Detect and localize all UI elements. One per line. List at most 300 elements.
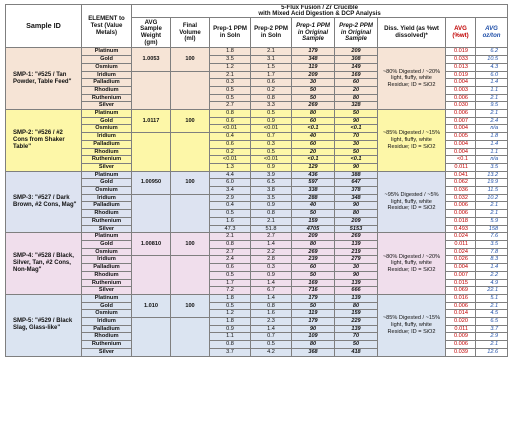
prep2-soln-cell: 1.4 bbox=[251, 279, 292, 287]
avg-oz-cell: 22.1 bbox=[476, 287, 508, 295]
header-prep2-soln: Prep-2 PPM in Soln bbox=[251, 18, 292, 48]
empty-cell bbox=[132, 133, 171, 172]
prep1-orig-cell: 60 bbox=[292, 117, 335, 125]
prep1-soln-cell: 0.8 bbox=[210, 240, 251, 248]
diss-yield-cell: ~80% Digested / ~20% light, fluffy, white Residue; ID = SiO2 bbox=[378, 233, 446, 295]
avg-oz-cell: 2.1 bbox=[476, 202, 508, 210]
empty-cell bbox=[132, 194, 171, 233]
avg-oz-cell: 6.5 bbox=[476, 318, 508, 326]
header-method-title bbox=[132, 5, 508, 18]
element-cell: Rhodium bbox=[82, 148, 132, 156]
element-cell: Platinum bbox=[82, 171, 132, 179]
prep2-soln-cell: 0.7 bbox=[251, 133, 292, 141]
prep2-soln-cell: 3.3 bbox=[251, 102, 292, 110]
prep2-orig-cell: 388 bbox=[335, 171, 378, 179]
prep1-soln-cell: 1.8 bbox=[210, 318, 251, 326]
empty-cell bbox=[171, 133, 210, 172]
prep1-orig-cell: 288 bbox=[292, 194, 335, 202]
prep2-soln-cell: 0.3 bbox=[251, 264, 292, 272]
element-cell: Iridium bbox=[82, 194, 132, 202]
table-row bbox=[6, 171, 508, 179]
prep2-orig-cell: 50 bbox=[335, 110, 378, 118]
avg-oz-cell: 10.2 bbox=[476, 194, 508, 202]
prep2-soln-cell: 3.1 bbox=[251, 56, 292, 64]
avg-oz-cell: 2.1 bbox=[476, 302, 508, 310]
avg-pct-cell: 0.011 bbox=[446, 240, 476, 248]
prep2-soln-cell: 2.1 bbox=[251, 217, 292, 225]
header-avg-pct: AVG (%wt) bbox=[446, 18, 476, 48]
prep1-orig-cell: 40 bbox=[292, 202, 335, 210]
prep2-soln-cell: 2.3 bbox=[251, 318, 292, 326]
prep1-soln-cell: 2.1 bbox=[210, 71, 251, 79]
prep1-orig-cell: 30 bbox=[292, 79, 335, 87]
avg-oz-cell: 4.3 bbox=[476, 63, 508, 71]
avg-oz-cell: 1.4 bbox=[476, 140, 508, 148]
prep2-soln-cell: 2.7 bbox=[251, 233, 292, 241]
avg-pct-cell: 0.004 bbox=[446, 148, 476, 156]
header-avg-weight: AVG Sample Weight (gm) bbox=[132, 18, 171, 48]
table-body bbox=[6, 48, 508, 356]
element-cell: Platinum bbox=[82, 48, 132, 56]
prep2-orig-cell: 80 bbox=[335, 210, 378, 218]
header-prep1-soln: Prep-1 PPM in Soln bbox=[210, 18, 251, 48]
prep1-soln-cell: 1.8 bbox=[210, 48, 251, 56]
prep1-orig-cell: 40 bbox=[292, 133, 335, 141]
prep2-orig-cell: 348 bbox=[335, 194, 378, 202]
prep1-orig-cell: 239 bbox=[292, 256, 335, 264]
avg-oz-cell: 10.5 bbox=[476, 56, 508, 64]
prep2-orig-cell: 90 bbox=[335, 202, 378, 210]
element-cell: Osmium bbox=[82, 125, 132, 133]
avg-pct-cell: 0.006 bbox=[446, 341, 476, 349]
element-cell: Ruthenium bbox=[82, 341, 132, 349]
prep1-soln-cell: 0.5 bbox=[210, 94, 251, 102]
element-cell: Rhodium bbox=[82, 86, 132, 94]
prep1-soln-cell: 0.5 bbox=[210, 210, 251, 218]
sample-weight-cell: 1.0053 bbox=[132, 48, 171, 71]
prep2-orig-cell: 90 bbox=[335, 163, 378, 171]
method-title-line2: with Mixed Acid Digestion & DCP Analysis bbox=[258, 10, 381, 18]
prep2-orig-cell: 209 bbox=[335, 217, 378, 225]
header-avg-oz: AVG oz/ton bbox=[476, 18, 508, 48]
element-cell: Palladium bbox=[82, 325, 132, 333]
avg-pct-cell: 0.013 bbox=[446, 63, 476, 71]
table-row bbox=[6, 110, 508, 118]
prep1-orig-cell: 50 bbox=[292, 94, 335, 102]
prep2-orig-cell: 90 bbox=[335, 271, 378, 279]
avg-pct-cell: 0.039 bbox=[446, 348, 476, 356]
prep1-soln-cell: 1.2 bbox=[210, 310, 251, 318]
prep1-soln-cell: 1.8 bbox=[210, 294, 251, 302]
prep2-soln-cell: 0.6 bbox=[251, 79, 292, 87]
prep2-orig-cell: 50 bbox=[335, 341, 378, 349]
element-cell: Rhodium bbox=[82, 210, 132, 218]
prep1-orig-cell: 209 bbox=[292, 233, 335, 241]
element-cell: Palladium bbox=[82, 264, 132, 272]
avg-pct-cell: 0.062 bbox=[446, 179, 476, 187]
element-cell: Palladium bbox=[82, 140, 132, 148]
prep1-orig-cell: 60 bbox=[292, 264, 335, 272]
prep1-orig-cell: 179 bbox=[292, 48, 335, 56]
sample-id-cell: SMP-5: "#529 / Black Slag, Glass-like" bbox=[6, 294, 82, 356]
avg-pct-cell: 0.006 bbox=[446, 94, 476, 102]
prep1-soln-cell: 0.4 bbox=[210, 133, 251, 141]
prep2-soln-cell: 1.4 bbox=[251, 325, 292, 333]
avg-pct-cell: 0.004 bbox=[446, 264, 476, 272]
avg-oz-cell: 3.7 bbox=[476, 325, 508, 333]
avg-pct-cell: 0.026 bbox=[446, 256, 476, 264]
sample-id-cell: SMP-3: "#527 / Dark Brown, #2 Cons, Mag" bbox=[6, 171, 82, 233]
avg-oz-cell: 6.2 bbox=[476, 48, 508, 56]
avg-pct-cell: <0.1 bbox=[446, 156, 476, 164]
prep2-orig-cell: 70 bbox=[335, 333, 378, 341]
avg-oz-cell: 1.4 bbox=[476, 264, 508, 272]
prep2-soln-cell: 0.8 bbox=[251, 94, 292, 102]
prep1-orig-cell: 80 bbox=[292, 110, 335, 118]
final-volume-cell: 100 bbox=[171, 294, 210, 317]
avg-oz-cell: 2.1 bbox=[476, 94, 508, 102]
avg-oz-cell: 7.6 bbox=[476, 233, 508, 241]
prep1-orig-cell: 119 bbox=[292, 63, 335, 71]
prep1-orig-cell: 4705 bbox=[292, 225, 335, 233]
prep1-soln-cell: 0.6 bbox=[210, 140, 251, 148]
prep2-orig-cell: 149 bbox=[335, 63, 378, 71]
avg-pct-cell: 0.006 bbox=[446, 210, 476, 218]
avg-pct-cell: 0.024 bbox=[446, 248, 476, 256]
prep2-orig-cell: 30 bbox=[335, 140, 378, 148]
diss-yield-cell: ~80% Digested / ~20% light, fluffy, white Residue; ID = SiO2 bbox=[378, 48, 446, 110]
prep1-orig-cell: 179 bbox=[292, 318, 335, 326]
avg-pct-cell: 0.033 bbox=[446, 56, 476, 64]
prep2-orig-cell: 60 bbox=[335, 79, 378, 87]
prep1-orig-cell: 109 bbox=[292, 333, 335, 341]
prep2-soln-cell: 51.8 bbox=[251, 225, 292, 233]
prep1-soln-cell: 0.8 bbox=[210, 110, 251, 118]
element-cell: Ruthenium bbox=[82, 94, 132, 102]
prep1-orig-cell: 50 bbox=[292, 210, 335, 218]
sample-weight-cell: 1.00950 bbox=[132, 171, 171, 194]
prep2-orig-cell: 159 bbox=[335, 310, 378, 318]
diss-yield-cell: ~95% Digested / ~5% light, fluffy, white Residue; ID = SiO2 bbox=[378, 171, 446, 233]
prep1-orig-cell: 209 bbox=[292, 71, 335, 79]
avg-pct-cell: 0.004 bbox=[446, 79, 476, 87]
prep2-soln-cell: 0.9 bbox=[251, 163, 292, 171]
avg-oz-cell: 13.2 bbox=[476, 171, 508, 179]
avg-pct-cell: 0.005 bbox=[446, 133, 476, 141]
method-title-line1: 5-Flux Fusion / Zr Crucible bbox=[281, 4, 358, 11]
prep2-orig-cell: 80 bbox=[335, 302, 378, 310]
prep1-soln-cell: 0.5 bbox=[210, 271, 251, 279]
prep2-orig-cell: 139 bbox=[335, 240, 378, 248]
avg-pct-cell: 0.006 bbox=[446, 202, 476, 210]
prep2-orig-cell: 139 bbox=[335, 325, 378, 333]
prep1-orig-cell: 60 bbox=[292, 140, 335, 148]
prep1-soln-cell: 3.7 bbox=[210, 348, 251, 356]
element-cell: Silver bbox=[82, 348, 132, 356]
prep1-soln-cell: 0.3 bbox=[210, 79, 251, 87]
empty-cell bbox=[171, 194, 210, 233]
avg-pct-cell: 0.020 bbox=[446, 318, 476, 326]
final-volume-cell: 100 bbox=[171, 233, 210, 256]
avg-oz-cell: 2.2 bbox=[476, 271, 508, 279]
avg-oz-cell: 5.1 bbox=[476, 294, 508, 302]
prep2-orig-cell: 50 bbox=[335, 148, 378, 156]
avg-pct-cell: 0.493 bbox=[446, 225, 476, 233]
prep2-orig-cell: 139 bbox=[335, 294, 378, 302]
prep1-soln-cell: 2.4 bbox=[210, 256, 251, 264]
empty-cell bbox=[132, 318, 171, 357]
prep1-soln-cell: 0.6 bbox=[210, 264, 251, 272]
sample-weight-cell: 1.00810 bbox=[132, 233, 171, 256]
prep2-orig-cell: <0.1 bbox=[335, 125, 378, 133]
prep1-orig-cell: 348 bbox=[292, 56, 335, 64]
avg-oz-cell: 1.1 bbox=[476, 86, 508, 94]
sample-weight-cell: 1.0117 bbox=[132, 110, 171, 133]
prep2-orig-cell: 647 bbox=[335, 179, 378, 187]
prep1-soln-cell: 2.9 bbox=[210, 194, 251, 202]
final-volume-cell: 100 bbox=[171, 110, 210, 133]
element-cell: Silver bbox=[82, 102, 132, 110]
prep1-orig-cell: <0.1 bbox=[292, 156, 335, 164]
header-prep2-orig: Prep-2 PPM in Original Sample bbox=[335, 18, 378, 48]
diss-yield-cell: ~85% Digested / ~15% light, fluffy, white Residue; ID = SiO2 bbox=[378, 294, 446, 356]
prep2-soln-cell: 0.9 bbox=[251, 202, 292, 210]
avg-oz-cell: 1.1 bbox=[476, 148, 508, 156]
prep1-soln-cell: 0.2 bbox=[210, 148, 251, 156]
avg-pct-cell: 0.019 bbox=[446, 71, 476, 79]
prep1-orig-cell: <0.1 bbox=[292, 125, 335, 133]
prep2-orig-cell: 5153 bbox=[335, 225, 378, 233]
prep2-orig-cell: 378 bbox=[335, 187, 378, 195]
avg-pct-cell: 0.006 bbox=[446, 110, 476, 118]
header-sample-id: Sample ID bbox=[6, 5, 82, 48]
prep1-orig-cell: 269 bbox=[292, 102, 335, 110]
element-cell: Gold bbox=[82, 56, 132, 64]
avg-pct-cell: 0.032 bbox=[446, 194, 476, 202]
element-cell: Iridium bbox=[82, 318, 132, 326]
element-cell: Silver bbox=[82, 287, 132, 295]
sample-weight-cell: 1.010 bbox=[132, 294, 171, 317]
element-cell: Osmium bbox=[82, 248, 132, 256]
prep1-orig-cell: 80 bbox=[292, 341, 335, 349]
header-final-volume: Final Volume (ml) bbox=[171, 18, 210, 48]
avg-pct-cell: 0.009 bbox=[446, 333, 476, 341]
avg-pct-cell: 0.015 bbox=[446, 279, 476, 287]
avg-oz-cell: 1.8 bbox=[476, 133, 508, 141]
prep1-soln-cell: <0.01 bbox=[210, 156, 251, 164]
avg-oz-cell: 3.5 bbox=[476, 163, 508, 171]
avg-oz-cell: 19.9 bbox=[476, 179, 508, 187]
avg-pct-cell: 0.011 bbox=[446, 325, 476, 333]
prep1-orig-cell: 269 bbox=[292, 248, 335, 256]
element-cell: Gold bbox=[82, 117, 132, 125]
element-cell: Rhodium bbox=[82, 333, 132, 341]
avg-oz-cell: 1.4 bbox=[476, 79, 508, 87]
prep2-orig-cell: 229 bbox=[335, 318, 378, 326]
prep2-soln-cell: 2.2 bbox=[251, 248, 292, 256]
prep1-orig-cell: 436 bbox=[292, 171, 335, 179]
prep2-soln-cell: 1.7 bbox=[251, 71, 292, 79]
prep1-soln-cell: 2.7 bbox=[210, 102, 251, 110]
prep2-soln-cell: 1.4 bbox=[251, 240, 292, 248]
avg-oz-cell: 4.5 bbox=[476, 310, 508, 318]
avg-oz-cell: 4.9 bbox=[476, 279, 508, 287]
empty-cell bbox=[171, 318, 210, 357]
avg-oz-cell: 2.1 bbox=[476, 210, 508, 218]
avg-pct-cell: 0.036 bbox=[446, 187, 476, 195]
element-cell: Platinum bbox=[82, 233, 132, 241]
prep1-soln-cell: 0.9 bbox=[210, 325, 251, 333]
prep1-orig-cell: 119 bbox=[292, 310, 335, 318]
prep2-orig-cell: 169 bbox=[335, 71, 378, 79]
avg-oz-cell: 7.8 bbox=[476, 248, 508, 256]
prep1-soln-cell: <0.01 bbox=[210, 125, 251, 133]
prep2-soln-cell: 6.7 bbox=[251, 287, 292, 295]
avg-pct-cell: 0.030 bbox=[446, 102, 476, 110]
sample-id-cell: SMP-2: "#526 / #2 Cons from Shaker Table" bbox=[6, 110, 82, 172]
prep2-orig-cell: 219 bbox=[335, 248, 378, 256]
prep2-orig-cell: 328 bbox=[335, 102, 378, 110]
element-cell: Gold bbox=[82, 240, 132, 248]
prep1-soln-cell: 0.4 bbox=[210, 202, 251, 210]
prep2-orig-cell: 418 bbox=[335, 348, 378, 356]
element-cell: Ruthenium bbox=[82, 217, 132, 225]
table-header bbox=[6, 5, 508, 48]
prep2-orig-cell: 30 bbox=[335, 264, 378, 272]
prep2-orig-cell: 279 bbox=[335, 256, 378, 264]
empty-cell bbox=[132, 71, 171, 110]
prep1-soln-cell: 3.4 bbox=[210, 187, 251, 195]
element-cell: Gold bbox=[82, 179, 132, 187]
element-cell: Ruthenium bbox=[82, 156, 132, 164]
prep2-soln-cell: 4.2 bbox=[251, 348, 292, 356]
prep1-orig-cell: 159 bbox=[292, 217, 335, 225]
element-cell: Rhodium bbox=[82, 271, 132, 279]
avg-pct-cell: 0.004 bbox=[446, 125, 476, 133]
element-cell: Osmium bbox=[82, 187, 132, 195]
prep1-orig-cell: 716 bbox=[292, 287, 335, 295]
avg-oz-cell: 12.6 bbox=[476, 348, 508, 356]
sample-id-cell: SMP-4: "#528 / Black, Silver, Tan, #2 Cons, Non-Mag" bbox=[6, 233, 82, 295]
avg-oz-cell: 2.1 bbox=[476, 341, 508, 349]
prep2-soln-cell: 0.5 bbox=[251, 341, 292, 349]
prep2-soln-cell: 0.7 bbox=[251, 333, 292, 341]
avg-oz-cell: 5.9 bbox=[476, 217, 508, 225]
prep2-orig-cell: 90 bbox=[335, 117, 378, 125]
prep1-orig-cell: 169 bbox=[292, 279, 335, 287]
prep2-orig-cell: 20 bbox=[335, 86, 378, 94]
prep1-soln-cell: 1.7 bbox=[210, 279, 251, 287]
empty-cell bbox=[171, 256, 210, 295]
prep2-soln-cell: 0.2 bbox=[251, 86, 292, 94]
prep2-soln-cell: 2.1 bbox=[251, 48, 292, 56]
element-cell: Silver bbox=[82, 163, 132, 171]
prep1-orig-cell: 90 bbox=[292, 325, 335, 333]
avg-pct-cell: 0.018 bbox=[446, 217, 476, 225]
prep1-soln-cell: 3.5 bbox=[210, 56, 251, 64]
final-volume-cell: 100 bbox=[171, 171, 210, 194]
avg-oz-cell: 2.4 bbox=[476, 117, 508, 125]
prep1-soln-cell: 7.2 bbox=[210, 287, 251, 295]
empty-cell bbox=[132, 256, 171, 295]
assay-table-container bbox=[5, 4, 507, 357]
prep2-soln-cell: 0.8 bbox=[251, 302, 292, 310]
prep1-soln-cell: 47.3 bbox=[210, 225, 251, 233]
prep2-orig-cell: <0.1 bbox=[335, 156, 378, 164]
prep2-soln-cell: 0.5 bbox=[251, 148, 292, 156]
prep2-orig-cell: 139 bbox=[335, 279, 378, 287]
prep1-orig-cell: 50 bbox=[292, 271, 335, 279]
avg-oz-cell: 6.0 bbox=[476, 71, 508, 79]
prep1-soln-cell: 2.7 bbox=[210, 248, 251, 256]
element-cell: Palladium bbox=[82, 202, 132, 210]
avg-pct-cell: 0.011 bbox=[446, 163, 476, 171]
avg-oz-cell: 158 bbox=[476, 225, 508, 233]
prep1-orig-cell: 338 bbox=[292, 187, 335, 195]
avg-oz-cell: 9.5 bbox=[476, 102, 508, 110]
avg-oz-cell: 2.1 bbox=[476, 110, 508, 118]
element-cell: Platinum bbox=[82, 110, 132, 118]
avg-pct-cell: 0.014 bbox=[446, 310, 476, 318]
prep2-soln-cell: 1.6 bbox=[251, 310, 292, 318]
prep1-soln-cell: 0.8 bbox=[210, 341, 251, 349]
prep2-orig-cell: 209 bbox=[335, 48, 378, 56]
final-volume-cell: 100 bbox=[171, 48, 210, 71]
prep1-soln-cell: 1.6 bbox=[210, 217, 251, 225]
avg-oz-cell: 8.3 bbox=[476, 256, 508, 264]
diss-yield-cell: ~85% Digested / ~15% light, fluffy, white Residue; ID = SiO2 bbox=[378, 110, 446, 172]
element-cell: Iridium bbox=[82, 256, 132, 264]
prep2-soln-cell: 3.5 bbox=[251, 194, 292, 202]
header-prep1-orig: Prep-1 PPM in Original Sample bbox=[292, 18, 335, 48]
header-diss-yield: Diss. Yield (as %wt dissolved)* bbox=[378, 18, 446, 48]
prep1-orig-cell: 80 bbox=[292, 240, 335, 248]
prep1-orig-cell: 50 bbox=[292, 86, 335, 94]
avg-pct-cell: 0.007 bbox=[446, 271, 476, 279]
element-cell: Platinum bbox=[82, 294, 132, 302]
prep1-orig-cell: 179 bbox=[292, 294, 335, 302]
prep2-soln-cell: 6.5 bbox=[251, 179, 292, 187]
prep1-orig-cell: 20 bbox=[292, 148, 335, 156]
avg-pct-cell: 0.007 bbox=[446, 117, 476, 125]
avg-oz-cell: n/a bbox=[476, 125, 508, 133]
prep1-soln-cell: 2.1 bbox=[210, 233, 251, 241]
prep1-orig-cell: 597 bbox=[292, 179, 335, 187]
prep1-orig-cell: 129 bbox=[292, 163, 335, 171]
prep2-soln-cell: 3.8 bbox=[251, 187, 292, 195]
table-row bbox=[6, 294, 508, 302]
element-cell: Iridium bbox=[82, 71, 132, 79]
prep2-soln-cell: 2.8 bbox=[251, 256, 292, 264]
prep1-orig-cell: 50 bbox=[292, 302, 335, 310]
prep2-orig-cell: 308 bbox=[335, 56, 378, 64]
prep2-soln-cell: 0.8 bbox=[251, 210, 292, 218]
avg-pct-cell: 0.016 bbox=[446, 294, 476, 302]
prep1-soln-cell: 0.5 bbox=[210, 86, 251, 94]
prep1-soln-cell: 1.1 bbox=[210, 333, 251, 341]
element-cell: Ruthenium bbox=[82, 279, 132, 287]
assay-results-table bbox=[5, 4, 508, 357]
prep2-orig-cell: 70 bbox=[335, 133, 378, 141]
avg-pct-cell: 0.006 bbox=[446, 302, 476, 310]
prep2-soln-cell: <0.01 bbox=[251, 125, 292, 133]
empty-cell bbox=[171, 71, 210, 110]
avg-pct-cell: 0.041 bbox=[446, 171, 476, 179]
prep2-soln-cell: 0.9 bbox=[251, 117, 292, 125]
element-cell: Gold bbox=[82, 302, 132, 310]
prep2-soln-cell: 0.5 bbox=[251, 110, 292, 118]
prep2-orig-cell: 80 bbox=[335, 94, 378, 102]
